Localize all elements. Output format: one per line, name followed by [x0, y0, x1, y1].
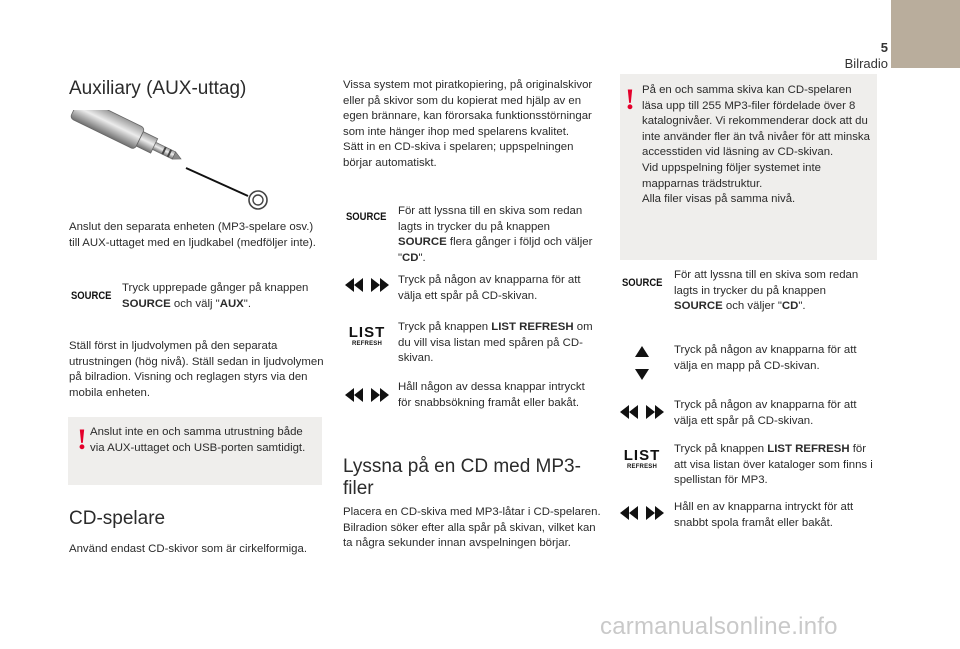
aux-warning-box [68, 417, 322, 485]
mp3-info-text: På en och samma skiva kan CD-spelaren läsa upp till 255 MP3-filer fördelade över 8 katalognivåer. Vi rekommenderar dock att du inte använder fler än två nivåer för att minska accesstiden vid läsning av CD-skivan. Vid uppspelning följer systemet inte mapparnas trädstruktur. Alla filer visas på samma nivå. [642, 84, 870, 206]
folder-up-down-icon [634, 345, 650, 381]
fast-seek-icon [620, 505, 664, 521]
mp3-intro: Placera en CD-skiva med MP3-låtar i CD-spelaren. Bilradion söker efter alla spår på skivan, vilket kan ta några sekunder innan avspelningen börjar. [343, 506, 601, 550]
mp3-folder-instruction: Tryck på någon av knapparna för att välja en mapp på CD-skivan. [674, 344, 857, 372]
source-icon: SOURCE [346, 211, 387, 223]
corner-tab [891, 0, 960, 68]
section-title: Bilradio [844, 56, 888, 71]
cd-track-instruction: Tryck på någon av knapparna för att välja ett spår på CD-skivan. [398, 274, 581, 302]
aux-source-instruction: Tryck upprepade gånger på knappen SOURCE och välj "AUX". [122, 282, 309, 310]
source-icon: SOURCE [71, 290, 112, 302]
list-refresh-icon: LIST REFRESH [348, 324, 386, 347]
list-refresh-icon: LIST REFRESH [623, 447, 661, 470]
aux-heading: Auxiliary (AUX-uttag) [69, 78, 247, 99]
cd-seek-instruction: Håll någon av dessa knappar intryckt för snabbsökning framåt eller bakåt. [398, 381, 585, 409]
prev-next-track-icon [620, 404, 664, 420]
mp3-track-instruction: Tryck på någon av knapparna för att välja ett spår på CD-skivan. [674, 399, 857, 427]
mp3-seek-instruction: Håll en av knapparna intryckt för att snabbt spola framåt eller bakåt. [674, 501, 854, 529]
cd-list-instruction: Tryck på knappen LIST REFRESH om du vill visa listan med spåren på CD-skivan. [398, 321, 593, 365]
copy-protection-text: Vissa system mot piratkopiering, på originalskivor eller på skivor som du kopierat med hjälp av en egen brännare, kan förorsaka funktionsstörningar som inte hänger ihop med spelarens kvalitet. Sätt in en CD-skiva i spelaren; uppspelningen börjar automatiskt. [343, 79, 593, 169]
page-number: 5 [880, 40, 888, 55]
cd-heading: CD-spelare [69, 508, 166, 529]
aux-intro: Anslut den separata enheten (MP3-spelare osv.) till AUX-uttaget med en ljudkabel (medföljer inte). [69, 221, 316, 249]
cd-source-instruction: För att lyssna till en skiva som redan lagts in trycker du på knappen SOURCE flera gånger i följd och väljer "CD". [398, 205, 593, 264]
warning-icon: ! [77, 423, 87, 456]
aux-warning-text: Anslut inte en och samma utrustning både via AUX-uttaget och USB-porten samtidigt. [90, 426, 306, 454]
prev-next-track-icon [345, 277, 389, 293]
watermark: carmanualsonline.info [600, 613, 838, 640]
mp3-heading: Lyssna på en CD med MP3-filer [343, 456, 581, 499]
aux-jack-illustration [68, 110, 278, 214]
fast-seek-icon [345, 387, 389, 403]
mp3-source-instruction: För att lyssna till en skiva som redan lagts in trycker du på knappen SOURCE och väljer "CD". [674, 269, 859, 313]
mp3-list-instruction: Tryck på knappen LIST REFRESH för att visa listan över kataloger som finns i spellistan för MP3. [674, 443, 873, 487]
mp3-info-box [620, 74, 877, 260]
cd-intro: Använd endast CD-skivor som är cirkelformiga. [69, 543, 308, 555]
volume-instruction: Ställ först in ljudvolymen på den separata utrustningen (hög nivå). Ställ sedan in ljudvolymen på bilradion. Visning och reglagen styrs via den mobila enheten. [69, 340, 324, 399]
warning-icon: ! [625, 83, 635, 116]
source-icon: SOURCE [622, 277, 663, 289]
